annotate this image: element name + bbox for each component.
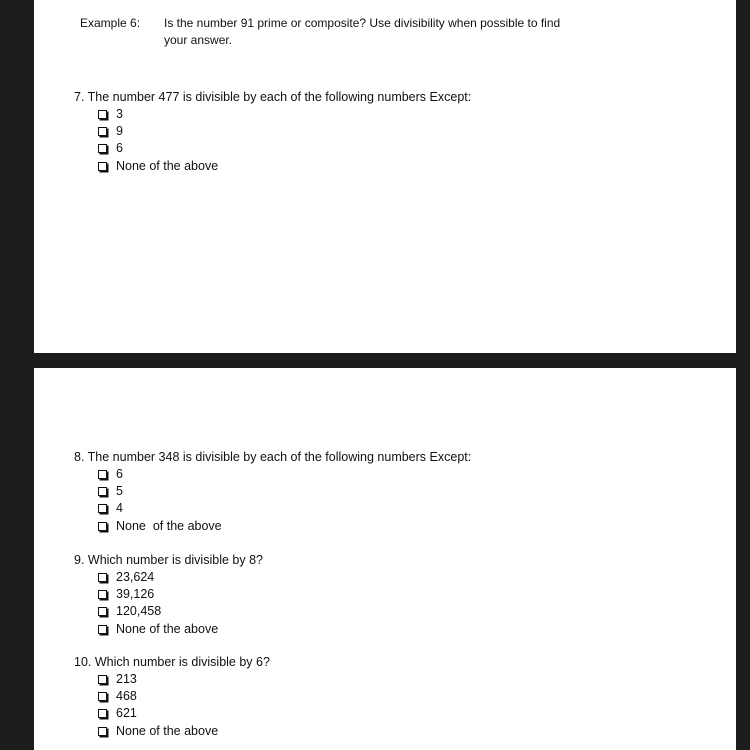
option-item[interactable] [74, 500, 471, 517]
option-item[interactable] [74, 466, 471, 483]
checkbox-icon[interactable] [98, 590, 107, 599]
option-item[interactable] [74, 621, 263, 638]
option-item[interactable] [74, 483, 471, 500]
option-item[interactable] [74, 569, 263, 586]
checkbox-icon[interactable] [98, 162, 107, 171]
checkbox-icon[interactable] [98, 522, 107, 531]
question-text: 8. The number 348 is divisible by each of the following numbers Except: [74, 450, 472, 464]
option-item[interactable] [74, 123, 471, 140]
option-item[interactable] [74, 723, 270, 740]
option-label: 4 [116, 501, 123, 516]
option-item[interactable] [74, 158, 471, 175]
option-item[interactable] [74, 106, 471, 123]
checkbox-icon[interactable] [98, 727, 107, 736]
option-label: 120,458 [116, 604, 162, 619]
option-label: None of the above [116, 158, 219, 173]
worksheet-page-1 [34, 0, 736, 353]
question-7 [74, 89, 471, 175]
checkbox-icon[interactable] [98, 675, 107, 684]
option-item[interactable] [74, 671, 270, 688]
checkbox-icon[interactable] [98, 692, 107, 701]
option-label: None of the above [116, 723, 219, 738]
option-label: 23,624 [116, 570, 155, 584]
question-text: 7. The number 477 is divisible by each of the following numbers Except: [74, 90, 472, 104]
checkbox-icon[interactable] [98, 625, 107, 634]
example-text: Is the number 91 prime or composite? Use divisibility when possible to find your answer. [164, 16, 561, 47]
checkbox-icon[interactable] [98, 573, 107, 582]
option-label: 6 [116, 467, 123, 481]
example-label: Example 6: [80, 16, 141, 30]
checkbox-icon[interactable] [98, 504, 107, 513]
question-text: 9. Which number is divisible by 8? [74, 553, 263, 567]
option-label: 3 [116, 107, 123, 121]
checkbox-icon[interactable] [98, 470, 107, 479]
checkbox-icon[interactable] [98, 144, 107, 153]
option-label: 213 [116, 672, 137, 686]
checkbox-icon[interactable] [98, 110, 107, 119]
question-10 [74, 654, 270, 740]
option-item[interactable] [74, 518, 471, 535]
option-item[interactable] [74, 705, 270, 722]
option-label: 468 [116, 689, 137, 704]
option-label: 5 [116, 484, 123, 499]
option-label: 621 [116, 706, 137, 721]
checkbox-icon[interactable] [98, 709, 107, 718]
option-label: 9 [116, 124, 123, 139]
question-text: 10. Which number is divisible by 6? [74, 655, 270, 669]
checkbox-icon[interactable] [98, 127, 107, 136]
checkbox-icon[interactable] [98, 607, 107, 616]
option-label: None of the above [116, 621, 219, 636]
question-9 [74, 552, 263, 638]
option-item[interactable] [74, 140, 471, 157]
option-item[interactable] [74, 688, 270, 705]
worksheet-page-2 [34, 368, 736, 750]
option-item[interactable] [74, 586, 263, 603]
option-item[interactable] [74, 603, 263, 620]
option-label: None of the above [116, 518, 222, 533]
question-8 [74, 449, 471, 535]
checkbox-icon[interactable] [98, 487, 107, 496]
option-label: 39,126 [116, 587, 155, 602]
option-label: 6 [116, 141, 123, 156]
